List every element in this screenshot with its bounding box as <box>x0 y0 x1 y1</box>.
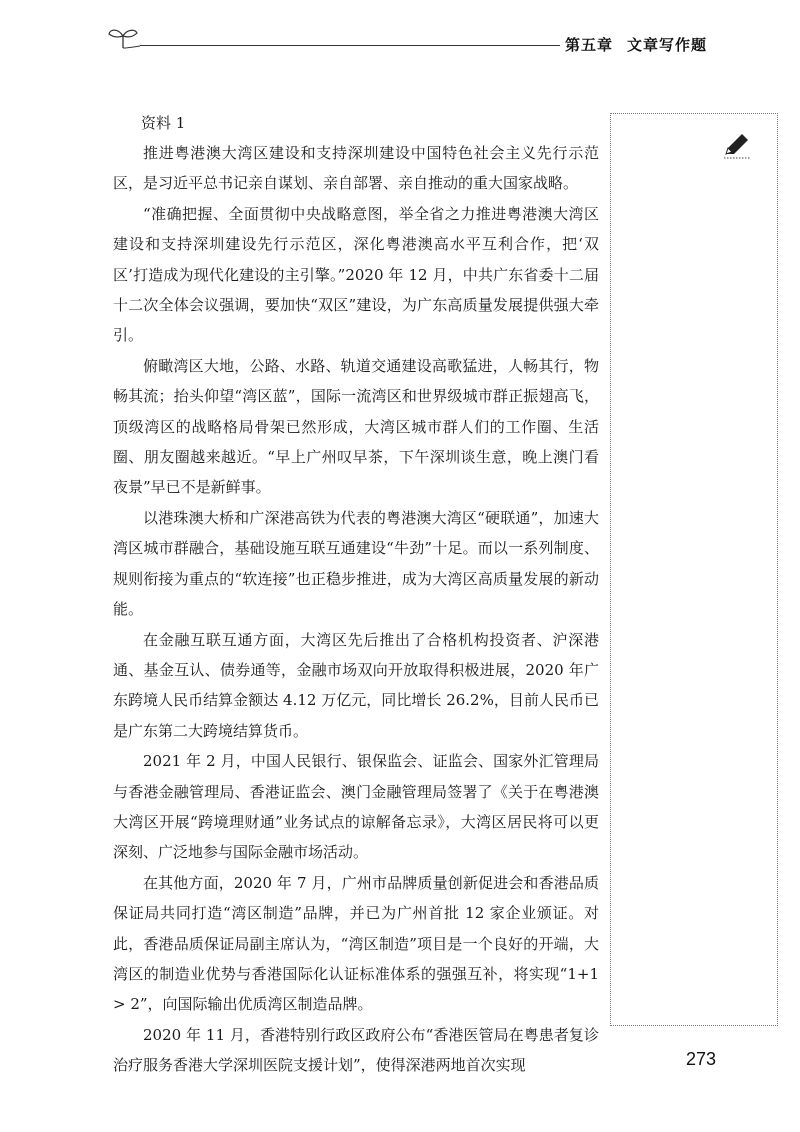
article-body <box>113 108 599 1081</box>
paragraph: 在其他方面，2020 年 7 月，广州市品牌质量创新促进会和香港品质保证局共同打造“湾区制造”品牌，并已为广州首批 12 家企业颁证。对此，香港品质保证局副主席认为，“湾区制造”项目是一个良好的开端，大湾区的制造业优势与香港国际化认证标准体系的强强互补，将实现“1+1 > 2”，向国际输出优质湾区制造品牌。 <box>113 873 599 1014</box>
header-rule <box>140 45 560 46</box>
pencil-icon <box>720 130 752 162</box>
paragraph: 2021 年 2 月，中国人民银行、银保监会、证监会、国家外汇管理局与香港金融管理局、香港证监会、澳门金融管理局签署了《关于在粤港澳大湾区开展“跨境理财通”业务试点的谅解备忘录》，大湾区居民将可以更深刻、广泛地参与国际金融市场活动。 <box>113 752 599 862</box>
paragraph: 推进粤港澳大湾区建设和支持深圳建设中国特色社会主义先行示范区，是习近平总书记亲自谋划、亲自部署、亲自推动的重大国家战略。 <box>113 144 599 193</box>
paragraph: 俯瞰湾区大地，公路、水路、轨道交通建设高歌猛进，人畅其行，物畅其流；抬头仰望“湾区蓝”，国际一流湾区和世界级城市群正振翅高飞，顶级湾区的战略格局骨架已然形成，大湾区城市群人们的工作圈、生活圈、朋友圈越来越近。“早上广州叹早茶，下午深圳谈生意，晚上澳门看夜景”早已不是新鲜事。 <box>113 356 599 497</box>
paragraph: “准确把握、全面贯彻中央战略意图，举全省之力推进粤港澳大湾区建设和支持深圳建设先行示范区，深化粤港澳高水平互利合作，把‘双区’打造成为现代化建设的主引擎。”2020 年 12 月，中共广东省委十二届十二次全体会议强调，要加快“双区”建设，为广东高质量发展提供强大牵引。 <box>113 204 599 345</box>
chapter-heading <box>565 34 707 55</box>
sprout-icon <box>106 26 140 50</box>
notes-box <box>610 113 778 1026</box>
paragraph: 以港珠澳大桥和广深港高铁为代表的粤港澳大湾区“硬联通”，加速大湾区城市群融合，基础设施互联互通建设“牛劲”十足。而以一系列制度、规则衔接为重点的“软连接”也正稳步推进，成为大湾区高质量发展的新动能。 <box>113 508 599 619</box>
source-label: 资料 1 <box>141 114 186 132</box>
paragraph: 2020 年 11 月，香港特别行政区政府公布“香港医管局在粤患者复诊治疗服务香港大学深圳医院支援计划”，使得深港两地首次实现 <box>113 1025 599 1075</box>
paragraph: 在金融互联互通方面，大湾区先后推出了合格机构投资者、沪深港通、基金互认、债券通等，金融市场双向开放取得积极进展，2020 年广东跨境人民币结算金额达 4.12 万亿元，同比增长 26.2%，目前人民币已是广东第二大跨境结算货币。 <box>113 630 599 740</box>
page-number: 273 <box>686 1049 717 1069</box>
chapter-number: 第五章 <box>565 36 614 54</box>
chapter-title: 文章写作题 <box>627 36 708 54</box>
